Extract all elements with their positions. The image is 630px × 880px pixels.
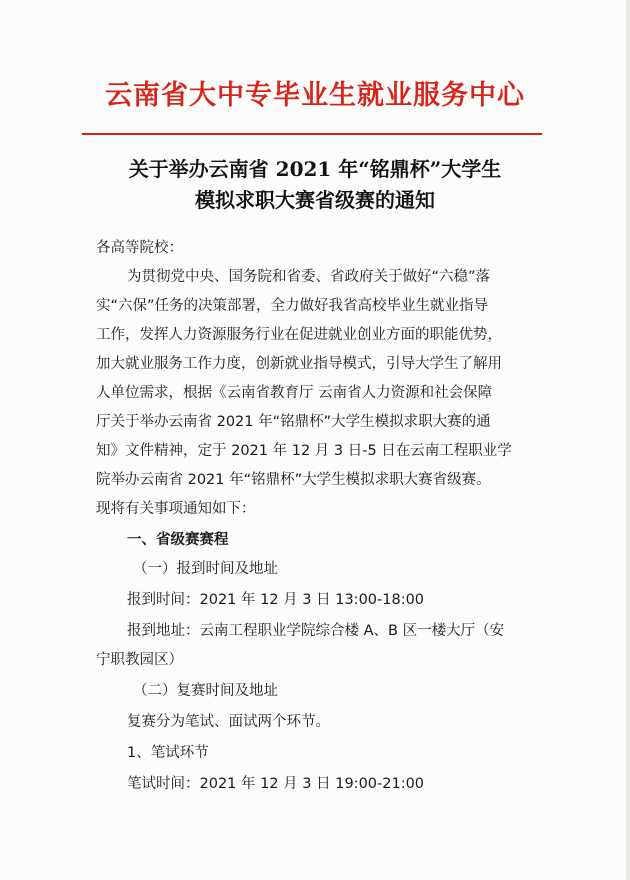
subsection-2-heading: （二）复赛时间及地址 xyxy=(133,683,278,699)
paragraph-line-2: 实“六保”任务的决策部署，全力做好我省高校毕业生就业指导 xyxy=(96,298,489,314)
document-title-line-1: 关于举办云南省 2021 年“铭鼎杯”大学生 xyxy=(128,157,502,181)
header-divider xyxy=(82,133,542,135)
document-title-line-2: 模拟求职大赛省级赛的通知 xyxy=(195,188,435,212)
paragraph-line-1: 为贯彻党中央、国务院和省委、省政府关于做好“六稳”落 xyxy=(127,269,491,285)
rematch-description: 复赛分为笔试、面试两个环节。 xyxy=(127,714,330,730)
salutation: 各高等院校： xyxy=(96,240,183,256)
section-1-heading: 一、省级赛赛程 xyxy=(127,532,229,548)
scan-edge-shadow xyxy=(626,0,630,880)
checkin-time: 报到时间：2021 年 12 月 3 日 13:00-18:00 xyxy=(127,592,425,608)
paragraph-line-5: 人单位需求，根据《云南省教育厅 云南省人力资源和社会保障 xyxy=(96,385,493,401)
written-section-heading: 1、笔试环节 xyxy=(127,745,209,761)
paragraph-line-6: 厅关于举办云南省 2021 年“铭鼎杯”大学生模拟求职大赛的通 xyxy=(96,414,491,430)
paragraph-line-7: 知》文件精神，定于 2021 年 12 月 3 日-5 日在云南工程职业学 xyxy=(96,443,512,459)
paragraph-line-8: 院举办云南省 2021 年“铭鼎杯”大学生模拟求职大赛省级赛。 xyxy=(96,472,491,488)
paragraph-line-3: 工作，发挥人力资源服务行业在促进就业创业方面的职能优势， xyxy=(96,327,502,343)
paragraph-line-4: 加大就业服务工作力度，创新就业指导模式，引导大学生了解用 xyxy=(96,356,502,372)
subsection-1-heading: （一）报到时间及地址 xyxy=(133,561,278,577)
written-exam-time: 笔试时间：2021 年 12 月 3 日 19:00-21:00 xyxy=(127,776,425,792)
organization-header: 云南省大中专毕业生就业服务中心 xyxy=(105,80,525,111)
checkin-address-line-2: 宁职教园区） xyxy=(96,652,183,668)
checkin-address-line-1: 报到地址：云南工程职业学院综合楼 A、B 区一楼大厅（安 xyxy=(127,623,505,639)
paragraph-line-9: 现将有关事项通知如下： xyxy=(96,501,256,517)
